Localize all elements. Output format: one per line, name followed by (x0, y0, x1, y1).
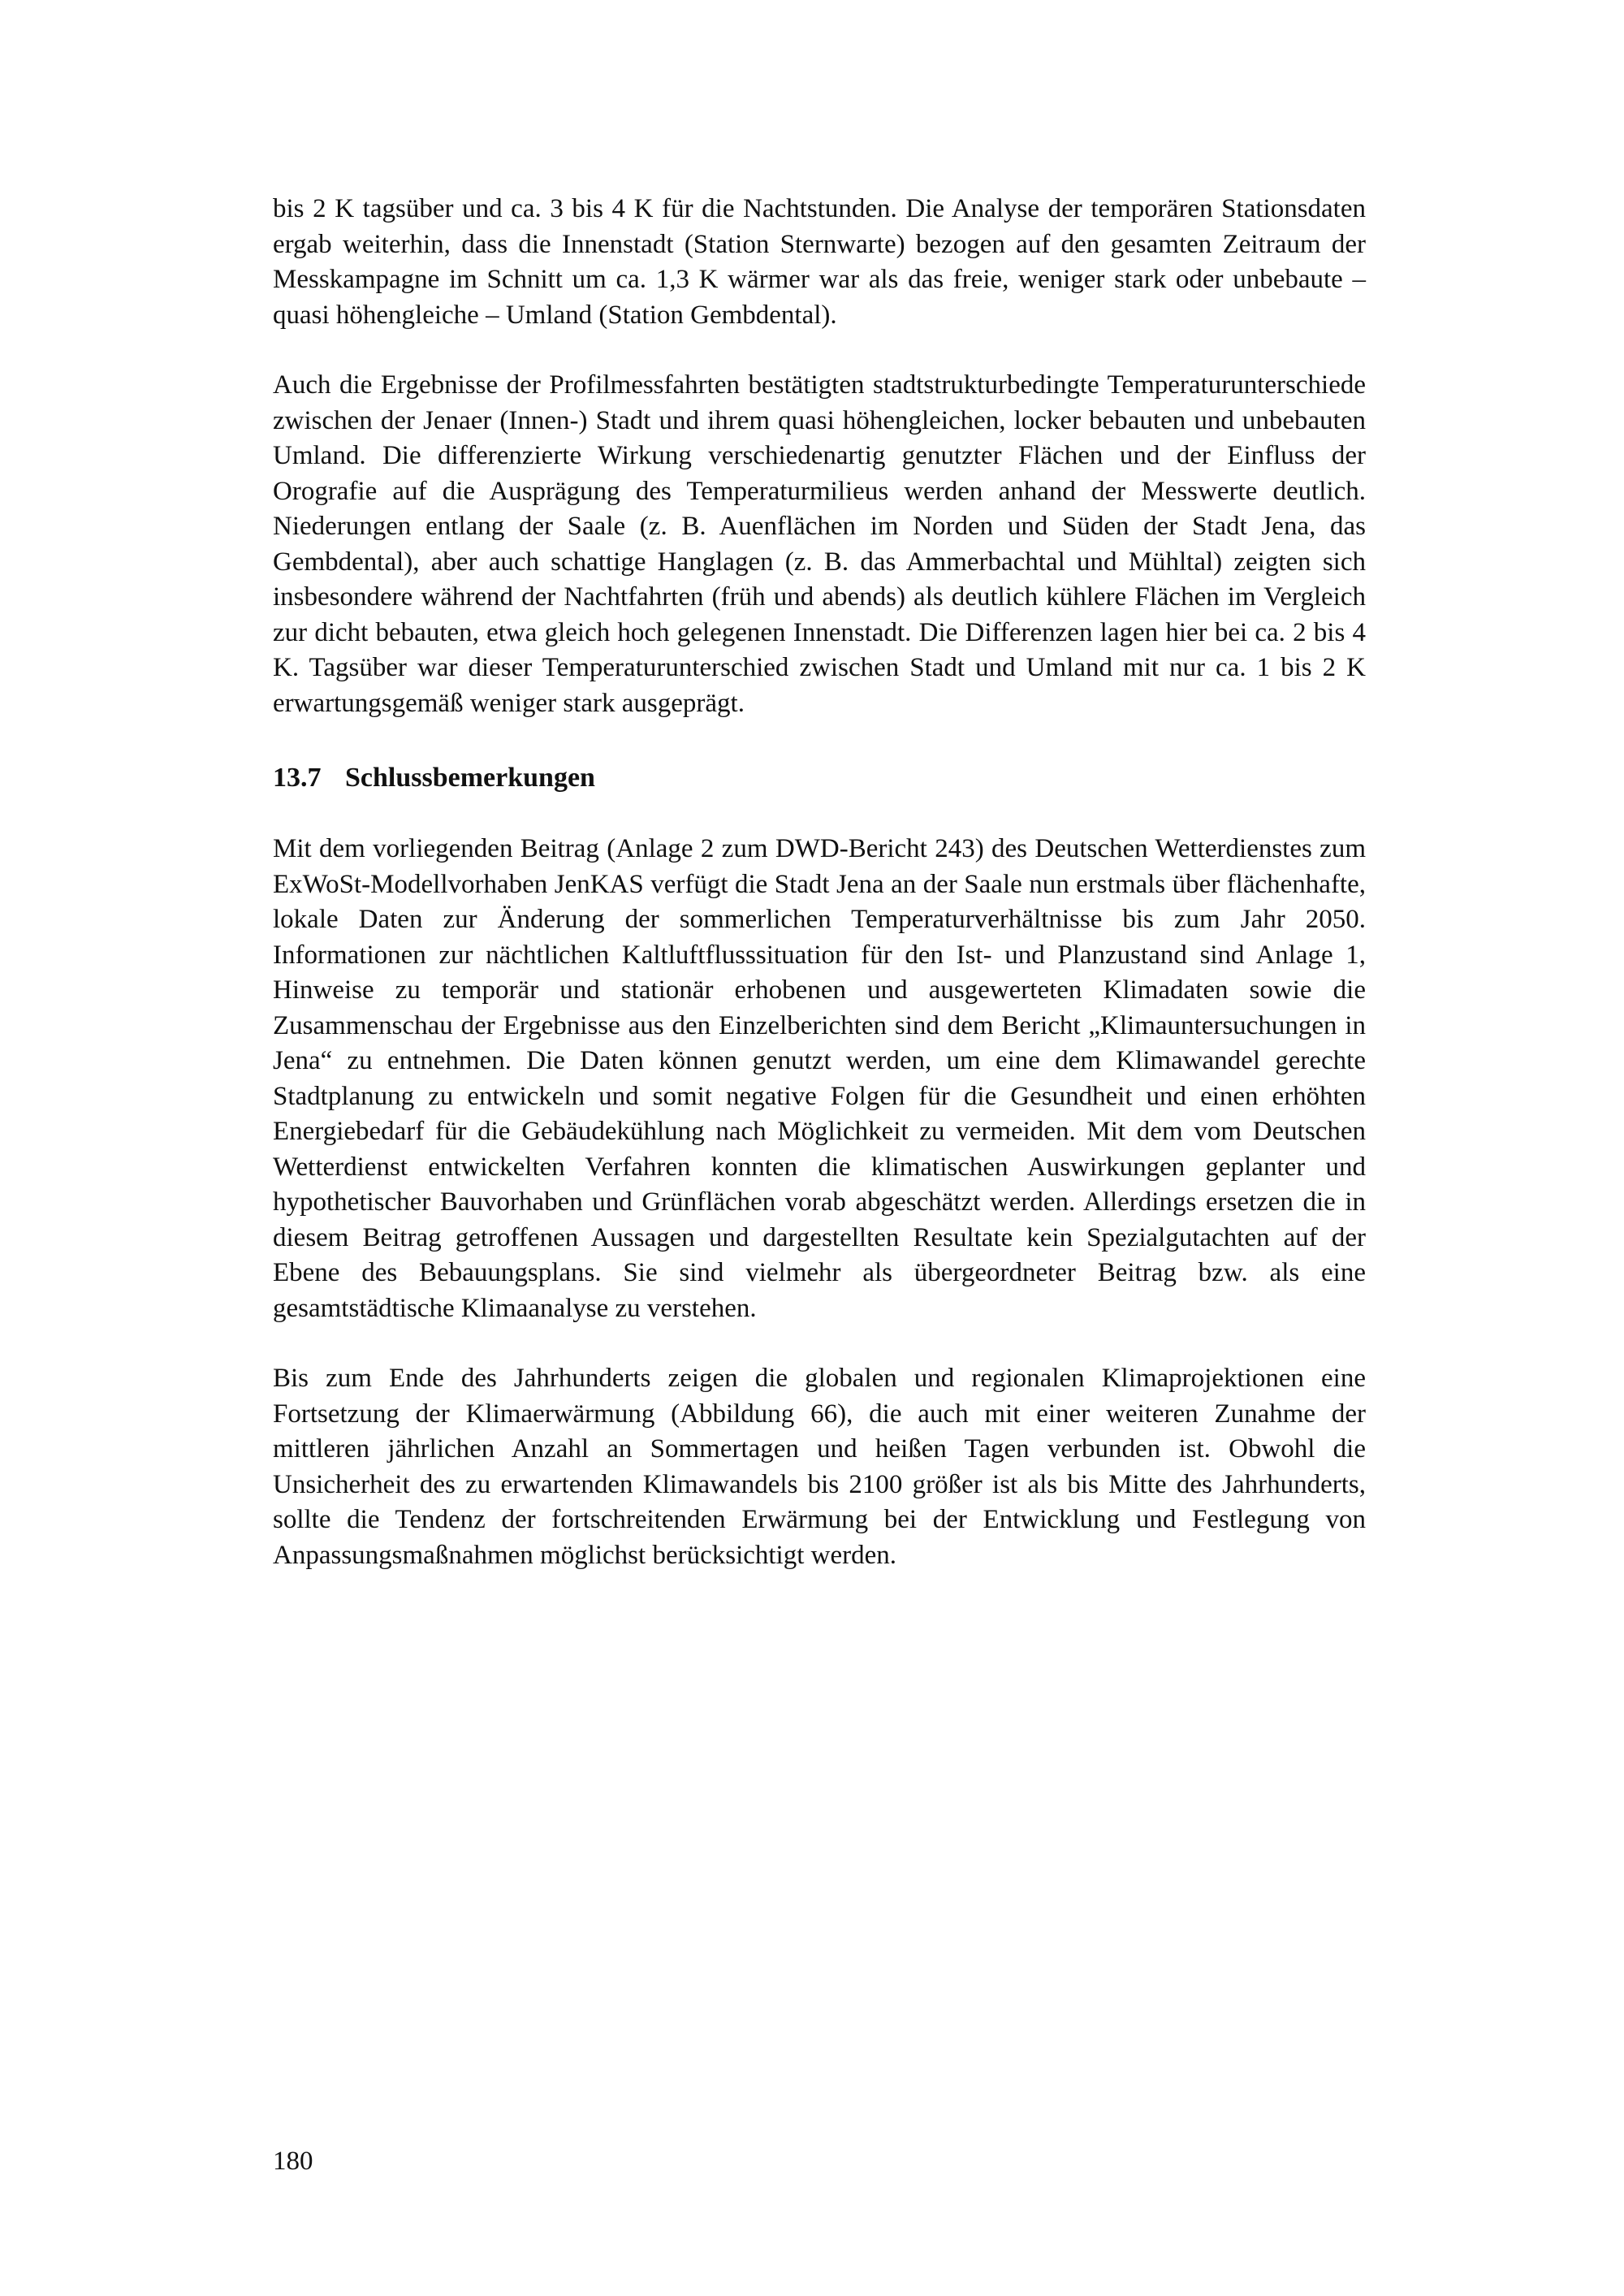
page-content (273, 192, 1366, 1573)
section-number: 13.7 (273, 763, 322, 793)
section-heading (273, 760, 1366, 796)
page-number: 180 (273, 2147, 313, 2176)
paragraph-continued: bis 2 K tagsüber und ca. 3 bis 4 K für die Nachtstunden. Die Analyse der temporären Stationsdaten ergab weiterhin, dass die Innenstadt (Station Sternwarte) bezogen auf den gesamten Zeitraum der Messkampagne im Schnitt um ca. 1,3 K wärmer war als das freie, weniger stark oder unbebaute – quasi höhengleiche – Umland (Station Gembdental). (273, 194, 1366, 330)
paragraph-profile-measurements: Auch die Ergebnisse der Profilmessfahrten bestätigten stadtstrukturbedingte Temperaturunterschiede zwischen der Jenaer (Innen-) Stadt und ihrem quasi höhengleichen, locker bebauten und unbebauten Umland. Die differenzierte Wirkung verschiedenartig genutzter Flächen und der Einfluss der Orografie auf die Ausprägung des Temperaturmilieus werden anhand der Messwerte deutlich. Niederungen entlang der Saale (z. B. Auenflächen im Norden und Süden der Stadt Jena, das Gembdental), aber auch schattige Hanglagen (z. B. das Ammerbachtal und Mühltal) zeigten sich insbesondere während der Nachtfahrten (früh und abends) als deutlich kühlere Flächen im Vergleich zur dicht bebauten, etwa gleich hoch gelegenen Innenstadt. Die Differenzen lagen hier bei ca. 2 bis 4 K. Tagsüber war dieser Temperaturunterschied zwischen Stadt und Umland mit nur ca. 1 bis 2 K erwartungsgemäß weniger stark ausgeprägt. (273, 370, 1366, 718)
paragraph-closing-remarks: Mit dem vorliegenden Beitrag (Anlage 2 zum DWD-Bericht 243) des Deutschen Wetterdienstes zum ExWoSt-Modellvorhaben JenKAS verfügt die Stadt Jena an der Saale nun erstmals über flächenhafte, lokale Daten zur Änderung der sommerlichen Temperaturverhältnisse bis zum Jahr 2050. Informationen zur nächtlichen Kaltluftflusssituation für den Ist- und Planzustand sind Anlage 1, Hinweise zu temporär und stationär erhobenen und ausgewerteten Klimadaten sowie die Zusammenschau der Ergebnisse aus den Einzelberichten sind dem Bericht „Klimauntersuchungen in Jena“ zu entnehmen. Die Daten können genutzt werden, um eine dem Klimawandel gerechte Stadtplanung zu entwickeln und somit negative Folgen für die Gesundheit und einen erhöhten Energiebedarf für die Gebäudekühlung nach Möglichkeit zu vermeiden. Mit dem vom Deutschen Wetterdienst entwickelten Verfahren konnten die klimatischen Auswirkungen geplanter und hypothetischer Bauvorhaben und Grünflächen vorab abgeschätzt werden. Allerdings ersetzen die in diesem Beitrag getroffenen Aussagen und dargestellten Resultate kein Spezialgutachten auf der Ebene des Bebauungsplans. Sie sind vielmehr als übergeordneter Beitrag bzw. als eine gesamtstädtische Klimaanalyse zu verstehen. (273, 834, 1366, 1323)
paragraph-climate-outlook: Bis zum Ende des Jahrhunderts zeigen die globalen und regionalen Klimaprojektionen eine Fortsetzung der Klimaerwärmung (Abbildung 66), die auch mit einer weiteren Zunahme der mittleren jährlichen Anzahl an Sommertagen und heißen Tagen verbunden ist. Obwohl die Unsicherheit des zu erwartenden Klimawandels bis 2100 größer ist als bis Mitte des Jahrhunderts, sollte die Tendenz der fortschreitenden Erwärmung bei der Entwicklung und Festlegung von Anpassungsmaßnahmen möglichst berücksichtigt werden. (273, 1364, 1366, 1570)
section-title: Schlussbemerkungen (345, 763, 595, 793)
